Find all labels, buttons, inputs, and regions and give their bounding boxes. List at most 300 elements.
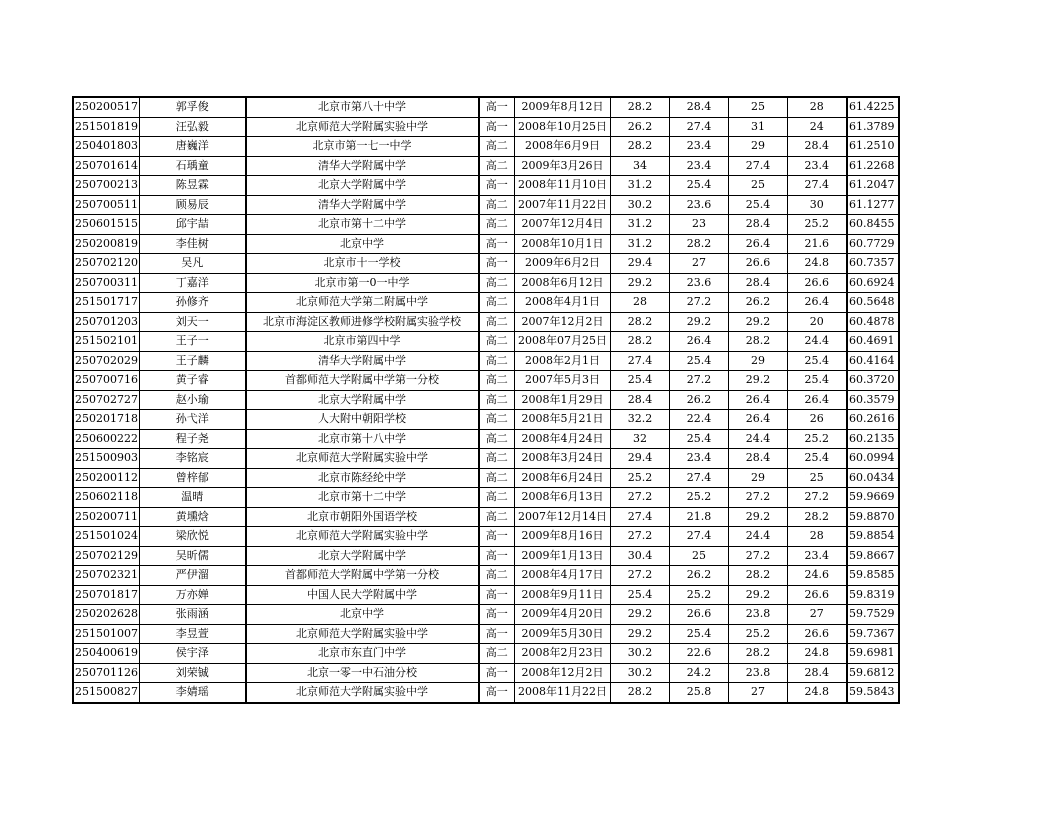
birth-date-cell: 2008年11月10日 (515, 176, 611, 196)
score-2-cell: 28.4 (670, 97, 729, 117)
student-name-cell: 丁嘉洋 (140, 273, 246, 293)
birth-date-cell: 2008年2月1日 (515, 351, 611, 371)
score-4-cell: 26 (788, 410, 847, 430)
birth-date-cell: 2009年4月20日 (515, 605, 611, 625)
score-1-cell: 27.4 (611, 351, 670, 371)
birth-date-cell: 2009年8月16日 (515, 527, 611, 547)
student-id-cell: 250702727 (73, 390, 140, 410)
score-4-cell: 27.4 (788, 176, 847, 196)
table-row (73, 176, 899, 196)
school-name-cell: 北京师范大学附属实验中学 (246, 527, 479, 547)
score-3-cell: 29.2 (729, 312, 788, 332)
score-2-cell: 27.4 (670, 117, 729, 137)
grade-cell: 高二 (479, 566, 515, 586)
score-2-cell: 21.8 (670, 507, 729, 527)
student-id-cell: 250700511 (73, 195, 140, 215)
table-row (73, 410, 899, 430)
table-row (73, 332, 899, 352)
birth-date-cell: 2008年4月24日 (515, 429, 611, 449)
score-4-cell: 30 (788, 195, 847, 215)
student-id-cell: 250701614 (73, 156, 140, 176)
total-score-cell: 60.5648 (847, 293, 899, 313)
table-row (73, 683, 899, 703)
score-1-cell: 32.2 (611, 410, 670, 430)
score-3-cell: 24.4 (729, 527, 788, 547)
score-3-cell: 23.8 (729, 605, 788, 625)
student-id-cell: 250200112 (73, 468, 140, 488)
student-name-cell: 曾梓郁 (140, 468, 246, 488)
results-table (72, 96, 900, 704)
total-score-cell: 61.4225 (847, 97, 899, 117)
score-2-cell: 23.4 (670, 156, 729, 176)
score-2-cell: 26.2 (670, 566, 729, 586)
table-row (73, 527, 899, 547)
score-1-cell: 27.2 (611, 566, 670, 586)
table-row (73, 390, 899, 410)
score-3-cell: 27.2 (729, 488, 788, 508)
student-name-cell: 吴凡 (140, 254, 246, 274)
total-score-cell: 60.0994 (847, 449, 899, 469)
school-name-cell: 清华大学附属中学 (246, 156, 479, 176)
score-2-cell: 27 (670, 254, 729, 274)
score-2-cell: 23.4 (670, 137, 729, 157)
grade-cell: 高二 (479, 488, 515, 508)
student-name-cell: 李昱萱 (140, 624, 246, 644)
student-name-cell: 汪弘毅 (140, 117, 246, 137)
score-3-cell: 29 (729, 351, 788, 371)
score-1-cell: 28.2 (611, 137, 670, 157)
grade-cell: 高一 (479, 546, 515, 566)
student-id-cell: 250602118 (73, 488, 140, 508)
total-score-cell: 59.7529 (847, 605, 899, 625)
score-3-cell: 29 (729, 137, 788, 157)
total-score-cell: 61.2510 (847, 137, 899, 157)
birth-date-cell: 2008年07月25日 (515, 332, 611, 352)
score-4-cell: 25.4 (788, 351, 847, 371)
school-name-cell: 北京市第八十中学 (246, 97, 479, 117)
score-3-cell: 29.2 (729, 507, 788, 527)
total-score-cell: 60.4878 (847, 312, 899, 332)
score-4-cell: 26.6 (788, 585, 847, 605)
birth-date-cell: 2009年8月12日 (515, 97, 611, 117)
birth-date-cell: 2008年6月24日 (515, 468, 611, 488)
score-1-cell: 29.2 (611, 605, 670, 625)
school-name-cell: 北京师范大学附属实验中学 (246, 624, 479, 644)
total-score-cell: 60.3579 (847, 390, 899, 410)
grade-cell: 高二 (479, 449, 515, 469)
student-name-cell: 梁欣悦 (140, 527, 246, 547)
student-id-cell: 250601515 (73, 215, 140, 235)
score-2-cell: 26.2 (670, 390, 729, 410)
school-name-cell: 北京师范大学附属实验中学 (246, 449, 479, 469)
student-id-cell: 250401803 (73, 137, 140, 157)
score-1-cell: 28 (611, 293, 670, 313)
birth-date-cell: 2008年4月17日 (515, 566, 611, 586)
birth-date-cell: 2007年12月2日 (515, 312, 611, 332)
student-name-cell: 刘天一 (140, 312, 246, 332)
total-score-cell: 59.8667 (847, 546, 899, 566)
table-row (73, 156, 899, 176)
student-name-cell: 孙弋洋 (140, 410, 246, 430)
score-3-cell: 25.4 (729, 195, 788, 215)
score-1-cell: 29.2 (611, 624, 670, 644)
score-4-cell: 24.8 (788, 683, 847, 703)
table-row (73, 97, 899, 117)
table-row (73, 195, 899, 215)
birth-date-cell: 2007年12月4日 (515, 215, 611, 235)
score-2-cell: 25 (670, 546, 729, 566)
score-3-cell: 28.4 (729, 449, 788, 469)
birth-date-cell: 2008年6月12日 (515, 273, 611, 293)
total-score-cell: 60.3720 (847, 371, 899, 391)
score-4-cell: 24.8 (788, 644, 847, 664)
score-4-cell: 27.2 (788, 488, 847, 508)
total-score-cell: 60.2616 (847, 410, 899, 430)
birth-date-cell: 2008年10月25日 (515, 117, 611, 137)
school-name-cell: 北京师范大学附属实验中学 (246, 683, 479, 703)
student-id-cell: 250200711 (73, 507, 140, 527)
student-name-cell: 石瑀童 (140, 156, 246, 176)
grade-cell: 高二 (479, 390, 515, 410)
score-1-cell: 30.2 (611, 195, 670, 215)
table-row (73, 234, 899, 254)
total-score-cell: 59.8854 (847, 527, 899, 547)
student-name-cell: 李婧瑶 (140, 683, 246, 703)
score-2-cell: 25.2 (670, 585, 729, 605)
student-name-cell: 吴昕儒 (140, 546, 246, 566)
table-row (73, 468, 899, 488)
student-id-cell: 250400619 (73, 644, 140, 664)
total-score-cell: 59.5843 (847, 683, 899, 703)
score-1-cell: 25.2 (611, 468, 670, 488)
score-1-cell: 28.2 (611, 332, 670, 352)
grade-cell: 高二 (479, 371, 515, 391)
score-3-cell: 24.4 (729, 429, 788, 449)
score-3-cell: 27.4 (729, 156, 788, 176)
grade-cell: 高一 (479, 683, 515, 703)
table-row (73, 351, 899, 371)
school-name-cell: 北京一零一中石油分校 (246, 663, 479, 683)
student-name-cell: 侯宇泽 (140, 644, 246, 664)
school-name-cell: 北京师范大学附属实验中学 (246, 117, 479, 137)
student-name-cell: 刘荣铖 (140, 663, 246, 683)
grade-cell: 高二 (479, 195, 515, 215)
table-row (73, 546, 899, 566)
grade-cell: 高一 (479, 254, 515, 274)
score-3-cell: 27.2 (729, 546, 788, 566)
score-2-cell: 25.4 (670, 624, 729, 644)
student-name-cell: 王子麟 (140, 351, 246, 371)
school-name-cell: 北京市第十二中学 (246, 215, 479, 235)
score-4-cell: 24 (788, 117, 847, 137)
student-name-cell: 李佳树 (140, 234, 246, 254)
score-2-cell: 25.8 (670, 683, 729, 703)
total-score-cell: 59.9669 (847, 488, 899, 508)
birth-date-cell: 2008年10月1日 (515, 234, 611, 254)
student-name-cell: 黄子睿 (140, 371, 246, 391)
total-score-cell: 60.8455 (847, 215, 899, 235)
total-score-cell: 60.0434 (847, 468, 899, 488)
score-2-cell: 22.6 (670, 644, 729, 664)
score-1-cell: 29.4 (611, 254, 670, 274)
score-1-cell: 30.2 (611, 663, 670, 683)
student-id-cell: 251501717 (73, 293, 140, 313)
score-3-cell: 26.4 (729, 390, 788, 410)
score-4-cell: 24.4 (788, 332, 847, 352)
grade-cell: 高一 (479, 117, 515, 137)
birth-date-cell: 2008年12月2日 (515, 663, 611, 683)
score-2-cell: 26.6 (670, 605, 729, 625)
score-2-cell: 26.4 (670, 332, 729, 352)
grade-cell: 高一 (479, 234, 515, 254)
birth-date-cell: 2007年11月22日 (515, 195, 611, 215)
total-score-cell: 61.1277 (847, 195, 899, 215)
score-3-cell: 28.4 (729, 215, 788, 235)
student-id-cell: 251502101 (73, 332, 140, 352)
score-4-cell: 26.6 (788, 624, 847, 644)
total-score-cell: 60.7357 (847, 254, 899, 274)
school-name-cell: 清华大学附属中学 (246, 351, 479, 371)
school-name-cell: 北京市第十二中学 (246, 488, 479, 508)
table-row (73, 312, 899, 332)
school-name-cell: 北京市第一0一中学 (246, 273, 479, 293)
student-name-cell: 郭孚俊 (140, 97, 246, 117)
total-score-cell: 61.2268 (847, 156, 899, 176)
grade-cell: 高二 (479, 215, 515, 235)
score-3-cell: 26.2 (729, 293, 788, 313)
student-id-cell: 250701203 (73, 312, 140, 332)
score-1-cell: 27.2 (611, 488, 670, 508)
school-name-cell: 北京中学 (246, 234, 479, 254)
score-2-cell: 25.4 (670, 176, 729, 196)
total-score-cell: 60.2135 (847, 429, 899, 449)
total-score-cell: 60.4164 (847, 351, 899, 371)
student-name-cell: 万亦婵 (140, 585, 246, 605)
score-2-cell: 22.4 (670, 410, 729, 430)
grade-cell: 高二 (479, 507, 515, 527)
grade-cell: 高二 (479, 312, 515, 332)
table-row (73, 663, 899, 683)
school-name-cell: 北京市第四中学 (246, 332, 479, 352)
student-id-cell: 250202628 (73, 605, 140, 625)
score-4-cell: 24.6 (788, 566, 847, 586)
table-row (73, 449, 899, 469)
grade-cell: 高一 (479, 585, 515, 605)
birth-date-cell: 2009年3月26日 (515, 156, 611, 176)
score-3-cell: 31 (729, 117, 788, 137)
score-3-cell: 28.2 (729, 566, 788, 586)
score-3-cell: 28.4 (729, 273, 788, 293)
score-3-cell: 26.4 (729, 410, 788, 430)
score-2-cell: 23 (670, 215, 729, 235)
birth-date-cell: 2008年2月23日 (515, 644, 611, 664)
total-score-cell: 59.8585 (847, 566, 899, 586)
table-row (73, 137, 899, 157)
results-table-body (73, 97, 899, 703)
student-name-cell: 黄壎焓 (140, 507, 246, 527)
school-name-cell: 首都师范大学附属中学第一分校 (246, 566, 479, 586)
score-2-cell: 27.4 (670, 527, 729, 547)
total-score-cell: 61.3789 (847, 117, 899, 137)
student-name-cell: 赵小瑜 (140, 390, 246, 410)
score-4-cell: 20 (788, 312, 847, 332)
school-name-cell: 北京市东直门中学 (246, 644, 479, 664)
student-id-cell: 251501024 (73, 527, 140, 547)
total-score-cell: 59.7367 (847, 624, 899, 644)
score-4-cell: 25.2 (788, 429, 847, 449)
school-name-cell: 北京市十一学校 (246, 254, 479, 274)
score-3-cell: 29.2 (729, 585, 788, 605)
score-4-cell: 23.4 (788, 156, 847, 176)
score-3-cell: 23.8 (729, 663, 788, 683)
school-name-cell: 北京市第一七一中学 (246, 137, 479, 157)
total-score-cell: 61.2047 (847, 176, 899, 196)
school-name-cell: 北京师范大学第二附属中学 (246, 293, 479, 313)
score-1-cell: 31.2 (611, 234, 670, 254)
score-3-cell: 26.6 (729, 254, 788, 274)
score-2-cell: 28.2 (670, 234, 729, 254)
score-2-cell: 23.4 (670, 449, 729, 469)
birth-date-cell: 2008年9月11日 (515, 585, 611, 605)
birth-date-cell: 2008年5月21日 (515, 410, 611, 430)
school-name-cell: 北京市第十八中学 (246, 429, 479, 449)
student-name-cell: 张雨涵 (140, 605, 246, 625)
student-name-cell: 邱宇喆 (140, 215, 246, 235)
grade-cell: 高二 (479, 644, 515, 664)
student-name-cell: 王子一 (140, 332, 246, 352)
grade-cell: 高二 (479, 137, 515, 157)
score-3-cell: 25.2 (729, 624, 788, 644)
student-id-cell: 250702129 (73, 546, 140, 566)
score-1-cell: 29.4 (611, 449, 670, 469)
score-2-cell: 27.4 (670, 468, 729, 488)
total-score-cell: 60.7729 (847, 234, 899, 254)
score-2-cell: 23.6 (670, 273, 729, 293)
score-3-cell: 27 (729, 683, 788, 703)
score-4-cell: 28.2 (788, 507, 847, 527)
student-id-cell: 250200819 (73, 234, 140, 254)
student-name-cell: 孙修齐 (140, 293, 246, 313)
student-name-cell: 唐巍洋 (140, 137, 246, 157)
score-4-cell: 24.8 (788, 254, 847, 274)
table-row (73, 507, 899, 527)
total-score-cell: 59.6981 (847, 644, 899, 664)
score-4-cell: 28 (788, 97, 847, 117)
school-name-cell: 中国人民大学附属中学 (246, 585, 479, 605)
grade-cell: 高二 (479, 468, 515, 488)
grade-cell: 高二 (479, 293, 515, 313)
birth-date-cell: 2008年6月13日 (515, 488, 611, 508)
table-row (73, 429, 899, 449)
table-row (73, 371, 899, 391)
score-4-cell: 28 (788, 527, 847, 547)
score-1-cell: 28.2 (611, 312, 670, 332)
score-4-cell: 25.2 (788, 215, 847, 235)
score-1-cell: 28.2 (611, 683, 670, 703)
table-row (73, 293, 899, 313)
table-row (73, 273, 899, 293)
student-id-cell: 251500827 (73, 683, 140, 703)
table-row (73, 624, 899, 644)
student-id-cell: 251501819 (73, 117, 140, 137)
school-name-cell: 北京市朝阳外国语学校 (246, 507, 479, 527)
grade-cell: 高一 (479, 624, 515, 644)
score-2-cell: 25.4 (670, 429, 729, 449)
score-4-cell: 26.4 (788, 293, 847, 313)
score-3-cell: 29 (729, 468, 788, 488)
score-1-cell: 27.2 (611, 527, 670, 547)
grade-cell: 高一 (479, 605, 515, 625)
student-name-cell: 陈昱霖 (140, 176, 246, 196)
table-row (73, 566, 899, 586)
score-2-cell: 24.2 (670, 663, 729, 683)
score-1-cell: 31.2 (611, 176, 670, 196)
score-3-cell: 25 (729, 176, 788, 196)
birth-date-cell: 2007年5月3日 (515, 371, 611, 391)
school-name-cell: 北京市陈经纶中学 (246, 468, 479, 488)
birth-date-cell: 2008年1月29日 (515, 390, 611, 410)
student-name-cell: 李铭宸 (140, 449, 246, 469)
student-name-cell: 顾易辰 (140, 195, 246, 215)
score-1-cell: 32 (611, 429, 670, 449)
birth-date-cell: 2009年5月30日 (515, 624, 611, 644)
table-row (73, 488, 899, 508)
score-2-cell: 23.6 (670, 195, 729, 215)
birth-date-cell: 2009年1月13日 (515, 546, 611, 566)
birth-date-cell: 2008年3月24日 (515, 449, 611, 469)
score-1-cell: 27.4 (611, 507, 670, 527)
score-3-cell: 26.4 (729, 234, 788, 254)
total-score-cell: 59.6812 (847, 663, 899, 683)
student-id-cell: 250701126 (73, 663, 140, 683)
grade-cell: 高二 (479, 332, 515, 352)
score-4-cell: 25.4 (788, 449, 847, 469)
score-4-cell: 26.4 (788, 390, 847, 410)
total-score-cell: 59.8319 (847, 585, 899, 605)
school-name-cell: 北京大学附属中学 (246, 390, 479, 410)
grade-cell: 高一 (479, 97, 515, 117)
total-score-cell: 60.6924 (847, 273, 899, 293)
school-name-cell: 北京大学附属中学 (246, 176, 479, 196)
table-row (73, 585, 899, 605)
table-row (73, 117, 899, 137)
grade-cell: 高二 (479, 410, 515, 430)
score-2-cell: 27.2 (670, 371, 729, 391)
student-id-cell: 251500903 (73, 449, 140, 469)
score-1-cell: 30.4 (611, 546, 670, 566)
score-4-cell: 27 (788, 605, 847, 625)
school-name-cell: 北京市海淀区教师进修学校附属实验学校 (246, 312, 479, 332)
birth-date-cell: 2008年11月22日 (515, 683, 611, 703)
score-1-cell: 26.2 (611, 117, 670, 137)
grade-cell: 高二 (479, 429, 515, 449)
student-id-cell: 250700311 (73, 273, 140, 293)
table-row (73, 254, 899, 274)
score-3-cell: 28.2 (729, 644, 788, 664)
total-score-cell: 59.8870 (847, 507, 899, 527)
birth-date-cell: 2008年4月1日 (515, 293, 611, 313)
table-row (73, 605, 899, 625)
school-name-cell: 北京大学附属中学 (246, 546, 479, 566)
school-name-cell: 人大附中朝阳学校 (246, 410, 479, 430)
score-1-cell: 25.4 (611, 371, 670, 391)
score-1-cell: 25.4 (611, 585, 670, 605)
table-row (73, 644, 899, 664)
student-id-cell: 250702321 (73, 566, 140, 586)
birth-date-cell: 2008年6月9日 (515, 137, 611, 157)
student-name-cell: 温晴 (140, 488, 246, 508)
student-id-cell: 250200517 (73, 97, 140, 117)
